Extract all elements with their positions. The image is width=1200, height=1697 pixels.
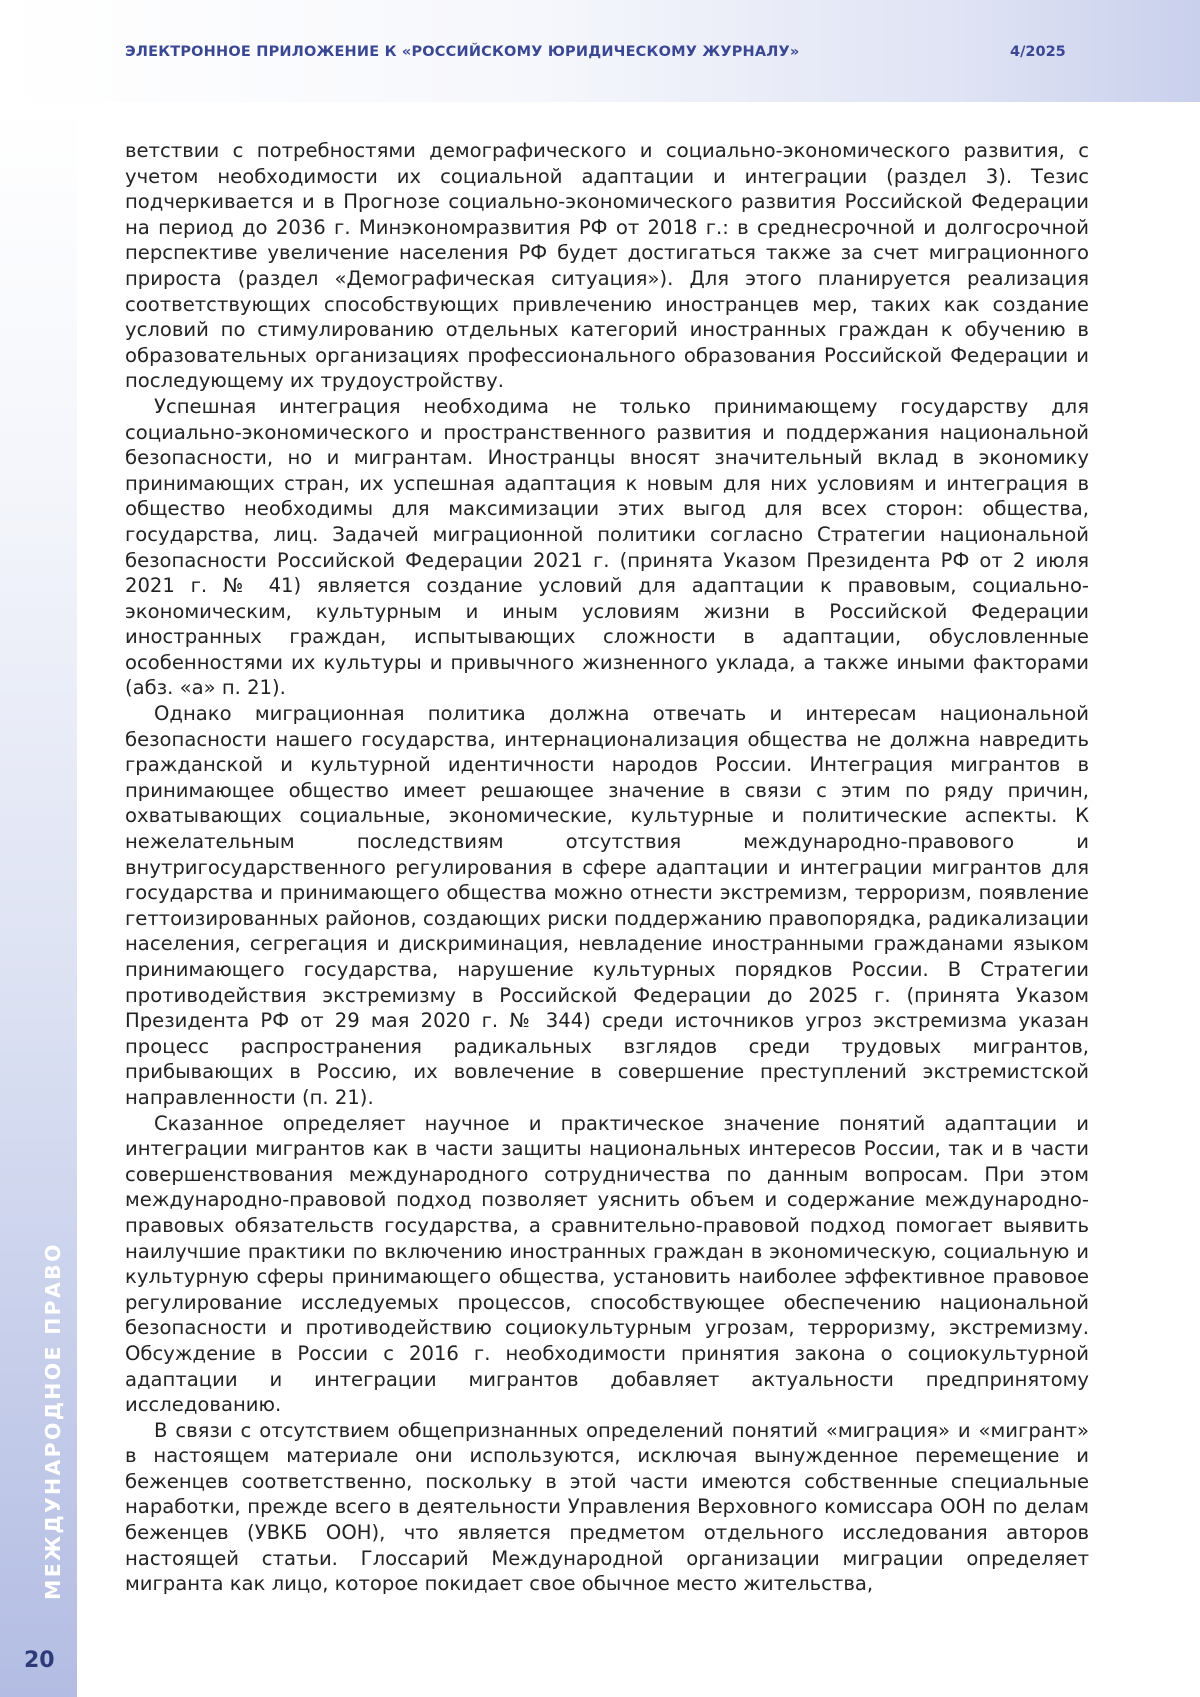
journal-title: ЭЛЕКТРОННОЕ ПРИЛОЖЕНИЕ К «РОССИЙСКОМУ ЮРИДИЧЕСКОМУ ЖУРНАЛУ»: [125, 44, 800, 60]
paragraph: Сказанное определяет научное и практическое значение понятий адаптации и интеграции мигрантов как в части защиты национальных интересов России, так и в части совершенствования международного сотрудничества по данным вопросам. При этом международно-правовой подход позволяет уяснить объем и содержание международно-правовых обязательств государства, а сравнительно-правовой подход помогает выявить наилучшие практики по включению иностранных граждан в экономическую, социальную и культурную сферы принимающего общества, установить наиболее эффективное правовое регулирование исследуемых процессов, способствующее обеспечению национальной безопасности и противодействию социокультурным угрозам, терроризму, экстремизму. Обсуждение в России с 2016 г. необходимости принятия закона о социокультурной адаптации и интеграции мигрантов добавляет актуальности предпринятому исследованию.: [125, 1111, 1089, 1417]
paragraph: ветствии с потребностями демографического и социально-экономического развития, с учетом необходимости их социальной адаптации и интеграции (раздел 3). Тезис подчеркивается и в Прогнозе социально-экономического развития Российской Федерации на период до 2036 г. Минэкономразвития РФ от 2018 г.: в среднесрочной и долгосрочной перспективе увеличение населения РФ будет достигаться также за счет миграционного прироста (раздел «Демографическая ситуация»). Для этого планируется реализация соответствующих способствующих привлечению иностранцев мер, таких как создание условий по стимулированию отдельных категорий иностранных граждан к обучению в образовательных организациях профессионального образования Российской Федерации и последующему их трудоустройству.: [125, 139, 1089, 393]
issue-number: 4/2025: [1010, 44, 1066, 60]
article-body: [125, 138, 1089, 1597]
section-title: МЕЖДУНАРОДНОЕ ПРАВО: [41, 1242, 65, 1600]
side-band: [0, 102, 77, 1697]
paragraph: Однако миграционная политика должна отвечать и интересам национальной безопасности нашего государства, интернационализация общества не должна навредить гражданской и культурной идентичности народов России. Интеграция мигрантов в принимающее общество имеет решающее значение в связи с этим по ряду причин, охватывающих социальные, экономические, культурные и политические аспекты. К нежелательным последствиям отсутствия международно-правового и внутригосударственного регулирования в сфере адаптации и интеграции мигрантов для государства и принимающего общества можно отнести экстремизм, терроризм, появление геттоизированных районов, создающих риски поддержанию правопорядка, радикализации населения, сегрегация и дискриминация, невладение иностранными гражданами языком принимающего государства, нарушение культурных порядков России. В Стратегии противодействия экстремизму в Российской Федерации до 2025 г. (принята Указом Президента РФ от 29 мая 2020 г. № 344) среди источников угроз экстремизма указан процесс распространения радикальных взглядов среди трудовых мигрантов, прибывающих в Россию, их вовлечение в совершение преступлений экстремистской направленности (п. 21).: [125, 702, 1089, 1109]
page-number: 20: [24, 1648, 55, 1673]
paragraph: Успешная интеграция необходима не только принимающему государству для социально-экономического и пространственного развития и поддержания национальной безопасности, но и мигрантам. Иностранцы вносят значительный вклад в экономику принимающих стран, их успешная адаптация к новым для них условиям и интеграция в общество необходимы для максимизации этих выгод для всех сторон: общества, государства, лиц. Задачей миграционной политики согласно Стратегии национальной безопасности Российской Федерации 2021 г. (принята Указом Президента РФ от 2 июля 2021 г. № 41) является создание условий для адаптации к правовым, социально-экономическим, культурным и иным условиям жизни в Российской Федерации иностранных граждан, испытывающих сложности в адаптации, обусловленные особенностями их культуры и привычного жизненного уклада, а также иными факторами (абз. «а» п. 21).: [125, 394, 1089, 700]
paragraph: В связи с отсутствием общепризнанных определений понятий «миграция» и «мигрант» в настоящем материале они используются, исключая вынужденное перемещение и беженцев соответственно, поскольку в этой части имеются собственные специальные наработки, прежде всего в деятельности Управления Верховного комиссара ООН по делам беженцев (УВКБ ООН), что является предметом отдельного исследования авторов настоящей статьи. Глоссарий Международной организации миграции определяет мигранта как лицо, которое покидает свое обычное место жительства,: [125, 1418, 1089, 1596]
